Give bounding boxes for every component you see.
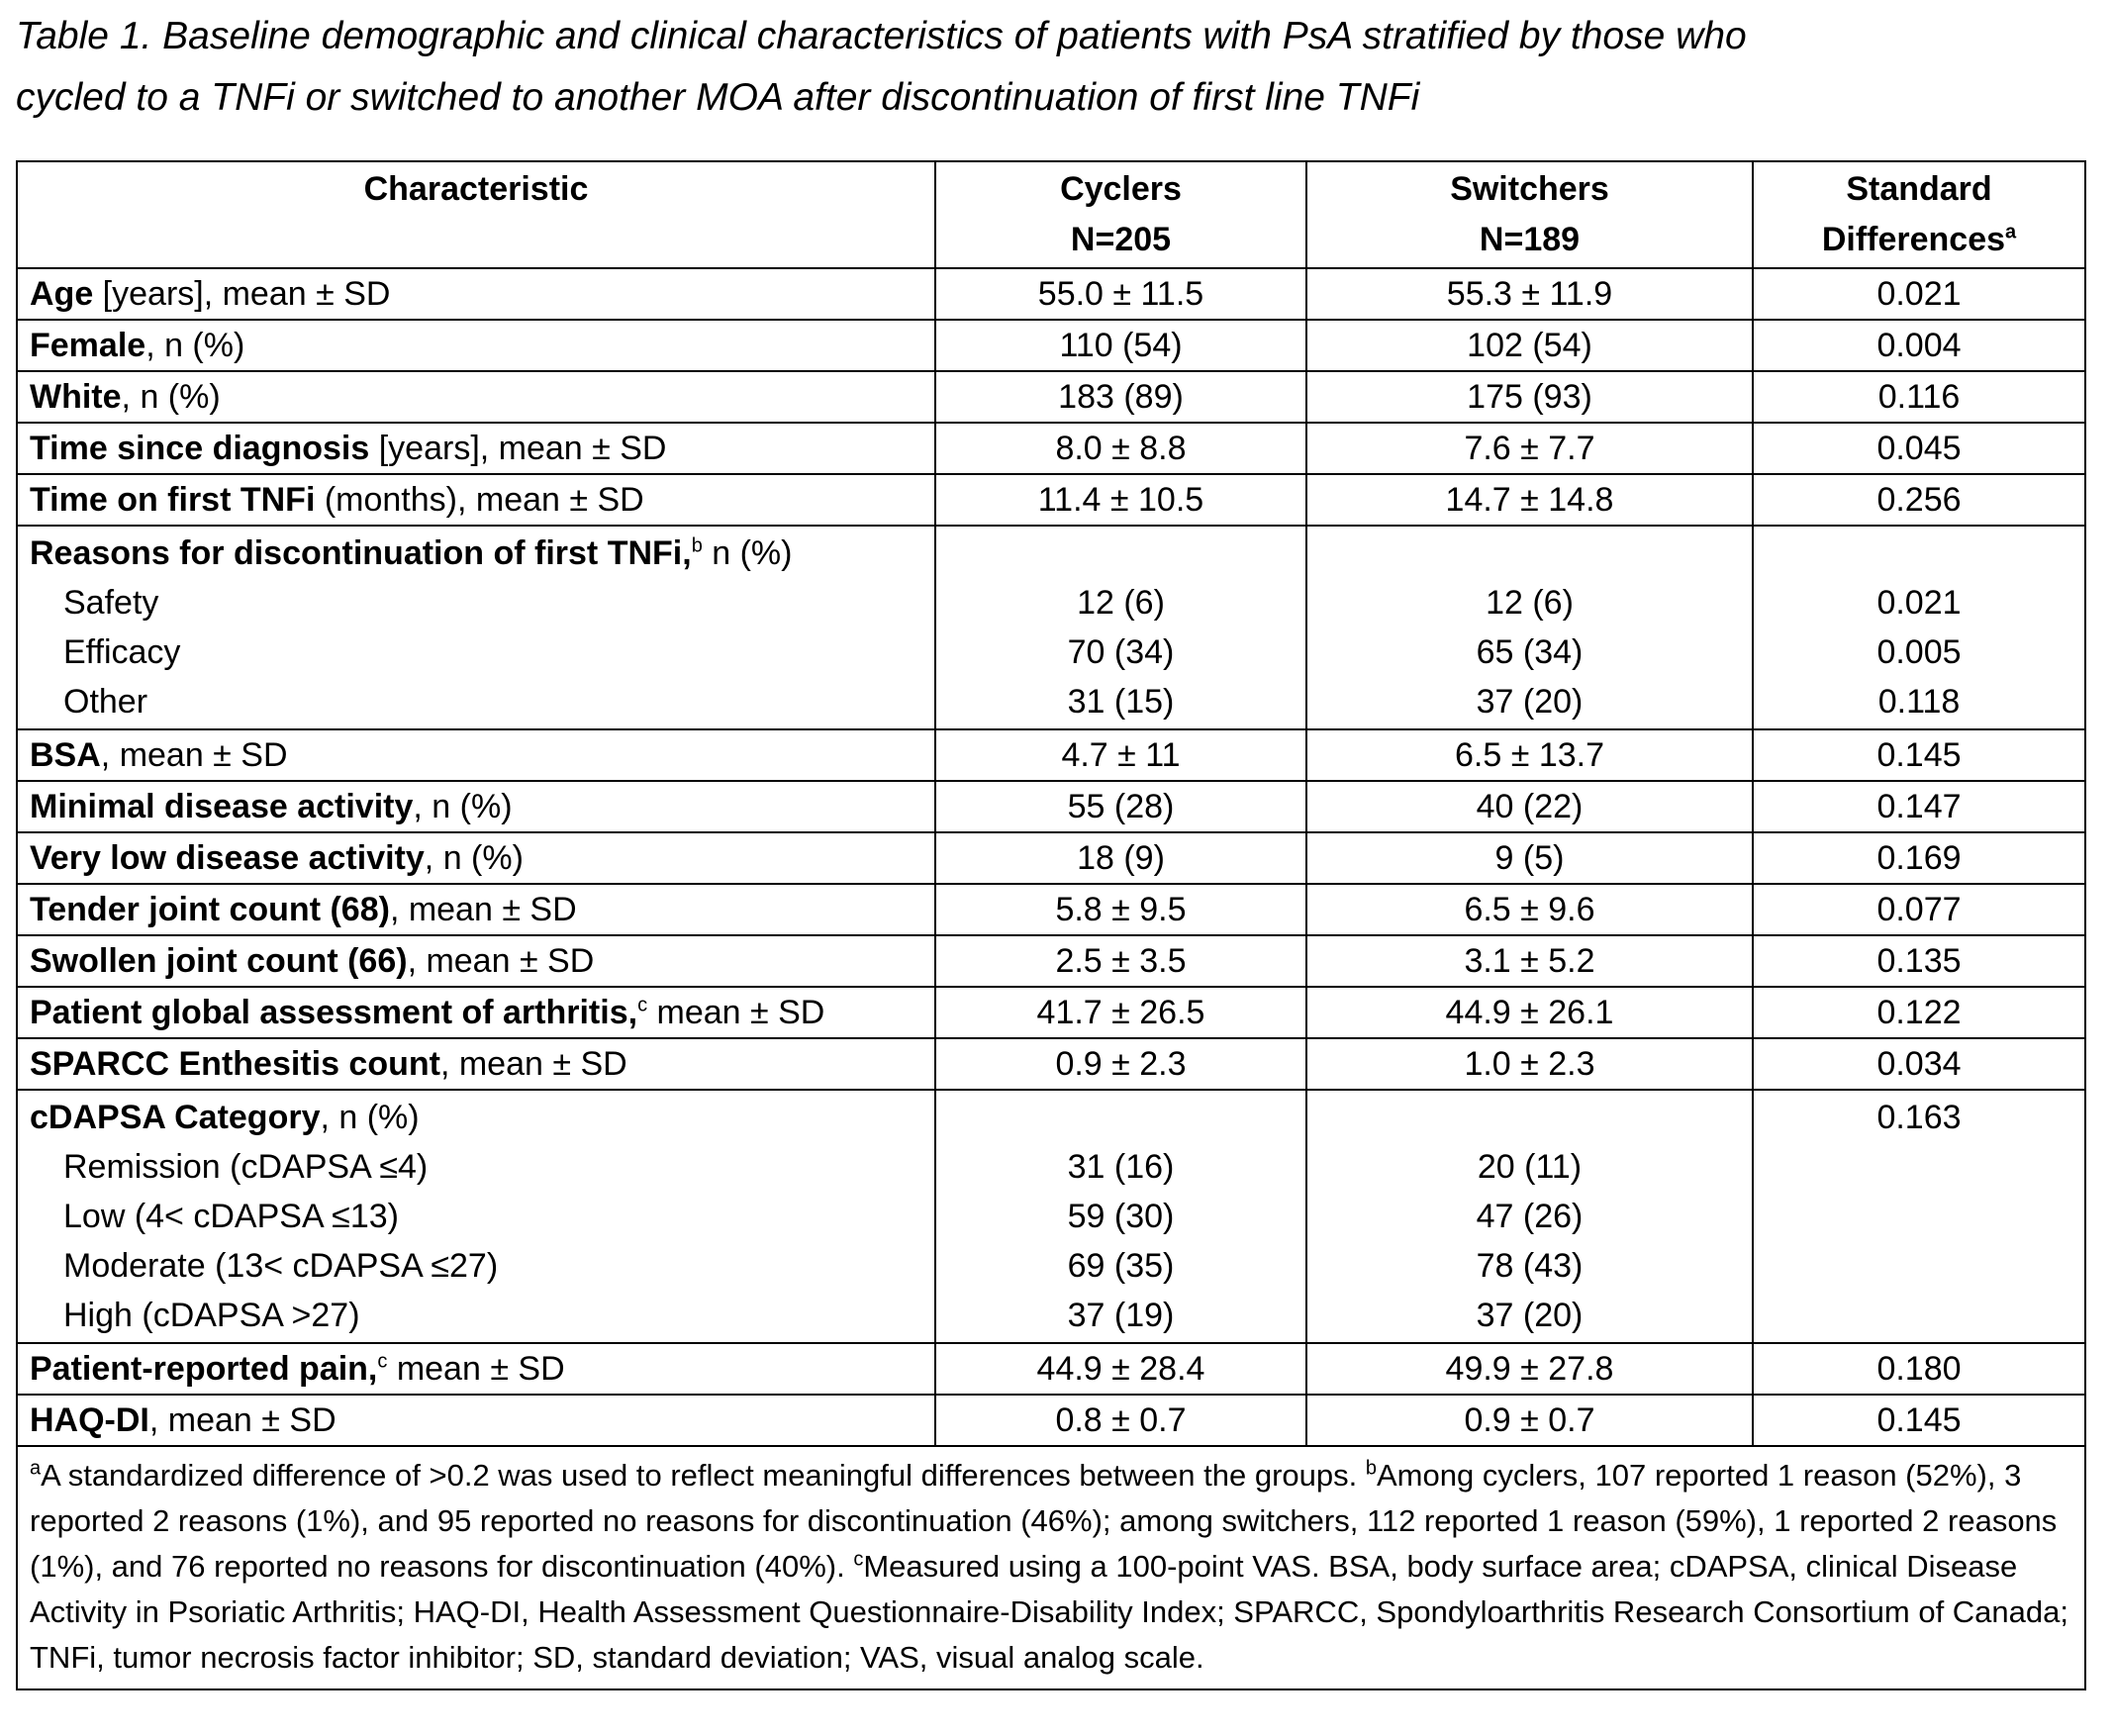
header-standard-differences: Standard Differences$^a$ bbox=[1753, 161, 2085, 268]
table-row: Tender joint count (68), mean ± SD 5.8 ± 9.5 6.5 ± 9.6 0.077 bbox=[17, 884, 2085, 935]
table-row: White, n (%) 183 (89) 175 (93) 0.116 bbox=[17, 371, 2085, 423]
table-caption bbox=[16, 6, 2094, 129]
footnote-row bbox=[17, 1446, 2085, 1689]
table-row: Very low disease activity, n (%) 18 (9) 9 (5) 0.169 bbox=[17, 832, 2085, 884]
header-switchers: Switchers N=189 bbox=[1306, 161, 1753, 268]
header-characteristic: Characteristic bbox=[17, 161, 935, 268]
table-row: Female, n (%) 110 (54) 102 (54) 0.004 bbox=[17, 320, 2085, 371]
caption-line-1: Table 1. Baseline demographic and clinical characteristics of patients with PsA stratified by those who bbox=[16, 15, 1747, 57]
table-row: Age [years], mean ± SD 55.0 ± 11.5 55.3 ± 11.9 0.021 bbox=[17, 268, 2085, 320]
table-row: Time on first TNFi (months), mean ± SD 11.4 ± 10.5 14.7 ± 14.8 0.256 bbox=[17, 474, 2085, 526]
table-row: Patient global assessment of arthritis,$^c$ mean ± SD 41.7 ± 26.5 44.9 ± 26.1 0.122 bbox=[17, 987, 2085, 1038]
header-cyclers: Cyclers N=205 bbox=[935, 161, 1306, 268]
table-header-row bbox=[17, 161, 2085, 268]
table-row: SPARCC Enthesitis count, mean ± SD 0.9 ± 2.3 1.0 ± 2.3 0.034 bbox=[17, 1038, 2085, 1090]
table-row: Patient-reported pain,$^c$ mean ± SD 44.9 ± 28.4 49.9 ± 27.8 0.180 bbox=[17, 1343, 2085, 1395]
table-footnote: $^a$A standardized difference of >0.2 was used to reflect meaningful differences between the groups. $^b$Among cyclers, 107 reported 1 reason (52%), 3 reported 2 reasons (1%), and 95 reported no reasons for discontinuation (46%); among switchers, 112 reported 1 reason (59%), 1 reported 2 reasons (1%), and 76 reported no reasons for discontinuation (40%). $^c$Measured using a 100-point VAS. BSA, body surface area; cDAPSA, clinical Disease Activity in Psoriatic Arthritis; HAQ-DI, Health Assessment Questionnaire-Disability Index; SPARCC, Spondyloarthritis Research Consortium of Canada; TNFi, tumor necrosis factor inhibitor; SD, standard deviation; VAS, visual analog scale. bbox=[17, 1446, 2085, 1689]
table-row: HAQ-DI, mean ± SD 0.8 ± 0.7 0.9 ± 0.7 0.145 bbox=[17, 1395, 2085, 1446]
caption-line-2: cycled to a TNFi or switched to another MOA after discontinuation of first line TNFi bbox=[16, 76, 1420, 119]
table-row: Swollen joint count (66), mean ± SD 2.5 ± 3.5 3.1 ± 5.2 0.135 bbox=[17, 935, 2085, 987]
table-row: BSA, mean ± SD 4.7 ± 11 6.5 ± 13.7 0.145 bbox=[17, 729, 2085, 781]
characteristics-table bbox=[16, 160, 2086, 1690]
table-row: Time since diagnosis [years], mean ± SD 8.0 ± 8.8 7.6 ± 7.7 0.045 bbox=[17, 423, 2085, 474]
reasons-group-row: Reasons for discontinuation of first TNFi,$^b$ n (%) Safety Efficacy Other 12 (6) 70 (34) 31 (15) 12 (6) 65 (34) 37 (20) 0.021 0.005 0.118 bbox=[17, 526, 2085, 729]
table-row: Minimal disease activity, n (%) 55 (28) 40 (22) 0.147 bbox=[17, 781, 2085, 832]
cdapsa-group-row: cDAPSA Category, n (%) Remission (cDAPSA ≤4) Low (4< cDAPSA ≤13) Moderate (13< cDAPSA ≤27) High (cDAPSA >27) 31 (16) 59 (30) 69 (35) 37 (19) 20 (11) 47 (26) 78 (43) 37 (20) 0.163 bbox=[17, 1090, 2085, 1343]
